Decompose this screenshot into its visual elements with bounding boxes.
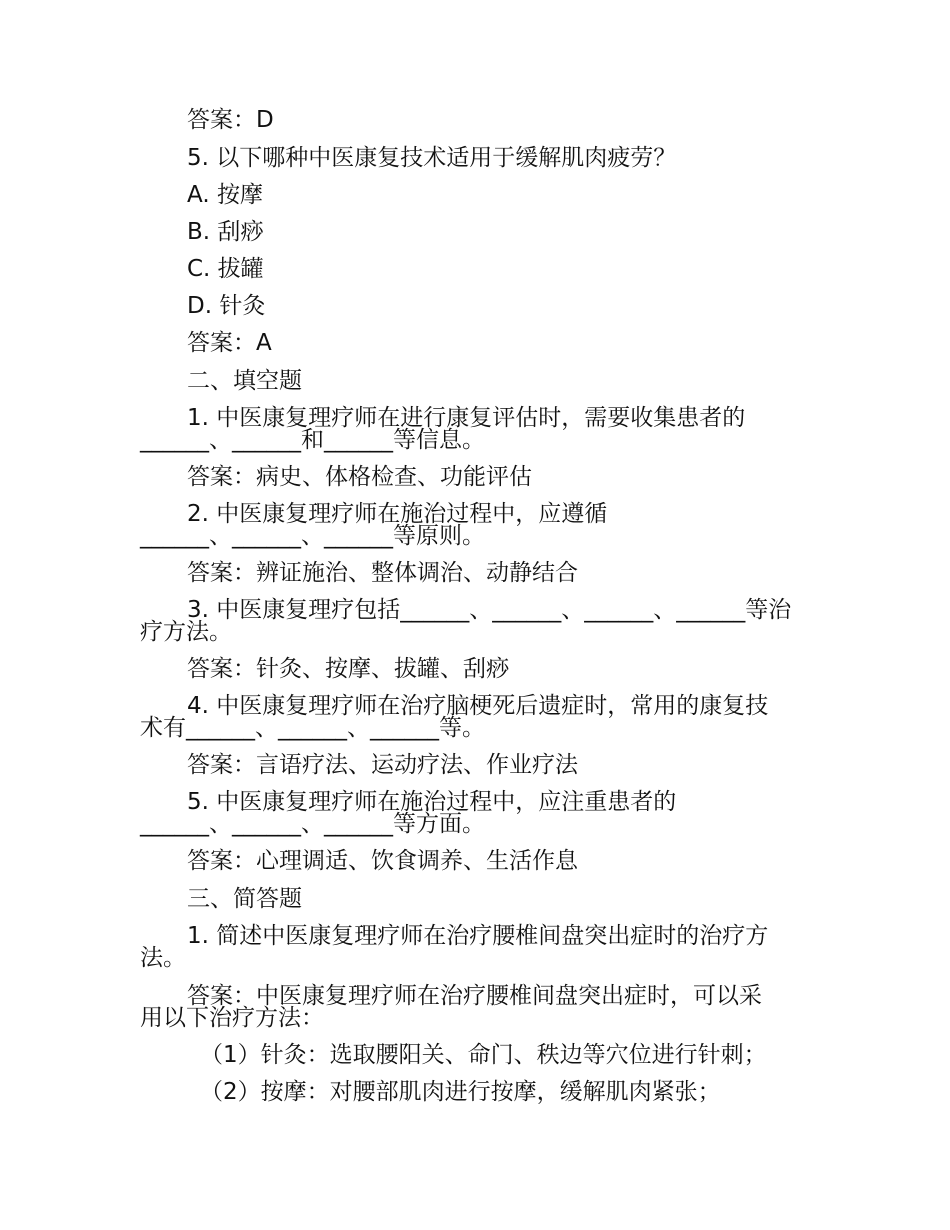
section-heading: 三、简答题 xyxy=(187,886,302,912)
answer-line-cont: 用以下治疗方法： xyxy=(140,1005,324,1031)
option-d: D. 针灸 xyxy=(187,293,266,319)
question-line: 3. 中医康复理疗包括______、______、______、______等治 xyxy=(187,597,792,623)
answer-line: 答案：D xyxy=(187,107,274,133)
question-line-cont: 疗方法。 xyxy=(140,619,232,645)
option-a: A. 按摩 xyxy=(187,182,263,208)
answer-line: 答案：辨证施治、整体调治、动静结合 xyxy=(187,560,578,586)
question-line: 1. 简述中医康复理疗师在治疗腰椎间盘突出症时的治疗方 xyxy=(187,923,769,949)
question-line-cont: ______、______、______等原则。 xyxy=(140,523,485,549)
answer-line: 答案：心理调适、饮食调养、生活作息 xyxy=(187,848,578,874)
question-line-cont: ______、______、______等方面。 xyxy=(140,811,485,837)
question-line: 2. 中医康复理疗师在施治过程中，应遵循 xyxy=(187,501,608,527)
question-line-cont: ______、______和______等信息。 xyxy=(140,427,485,453)
answer-item: （1）针灸：选取腰阳关、命门、秩边等穴位进行针刺； xyxy=(200,1042,767,1068)
option-c: C. 拔罐 xyxy=(187,256,264,282)
question-line: 4. 中医康复理疗师在治疗脑梗死后遗症时，常用的康复技 xyxy=(187,693,769,719)
question-line: 5. 中医康复理疗师在施治过程中，应注重患者的 xyxy=(187,789,677,815)
question-line: 5. 以下哪种中医康复技术适用于缓解肌肉疲劳？ xyxy=(187,145,677,171)
section-heading: 二、填空题 xyxy=(187,368,302,394)
question-line-cont: 术有______、______、______等。 xyxy=(140,715,485,741)
option-b: B. 刮痧 xyxy=(187,219,264,245)
answer-line: 答案：针灸、按摩、拔罐、刮痧 xyxy=(187,656,509,682)
answer-item: （2）按摩：对腰部肌肉进行按摩，缓解肌肉紧张； xyxy=(200,1079,721,1105)
question-line: 1. 中医康复理疗师在进行康复评估时，需要收集患者的 xyxy=(187,405,746,431)
answer-line: 答案：言语疗法、运动疗法、作业疗法 xyxy=(187,752,578,778)
question-line-cont: 法。 xyxy=(140,945,186,971)
answer-line: 答案：中医康复理疗师在治疗腰椎间盘突出症时，可以采 xyxy=(187,983,762,1009)
answer-line: 答案：病史、体格检查、功能评估 xyxy=(187,464,532,490)
answer-line: 答案：A xyxy=(187,330,272,356)
